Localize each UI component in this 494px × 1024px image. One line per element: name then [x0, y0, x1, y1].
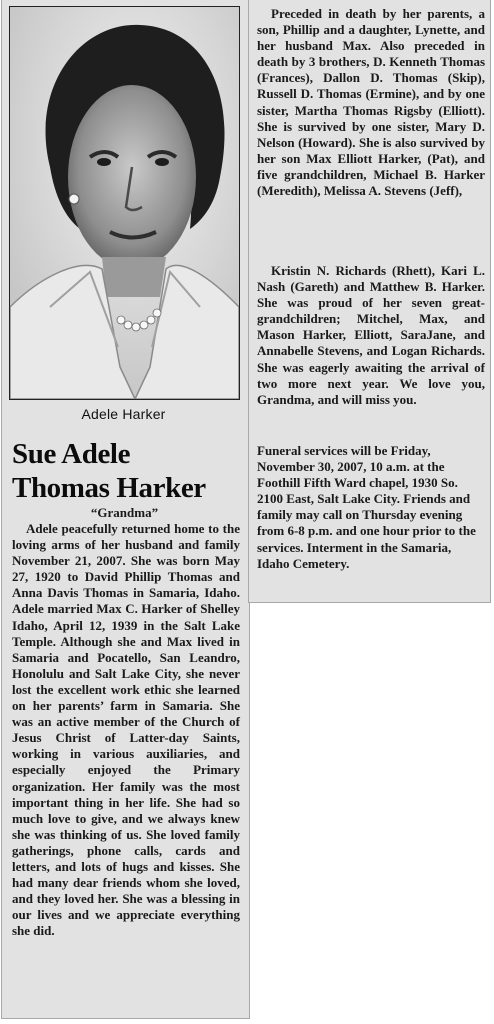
photo-caption: Adele Harker — [81, 406, 166, 422]
funeral-details: Funeral services will be Friday, November 30, 2007, 10 a.m. at the Foothill Fifth Ward chapel, 1930 So. 2100 East, Salt Lake City. Friends and family may call on Thursday evening from 6-8 p.m. and one hour prior to the services. Interment in the Samaria, Idaho Cemetery. — [257, 443, 476, 571]
portrait-photo — [9, 6, 240, 400]
obituary-paragraph-2: Preceded in death by her parents, a son, Phillip and a daughter, Lynette, and her husband Max. Also preceded in death by 3 brothers, D. Kenneth Thomas (Frances), Dallon D. Thomas (Skip), Russell D. Thomas (Ermine), and by one sister, Martha Thomas Rigsby (Elliott). She is survived by one sister, Mary D. Nelson (Howard). She is also survived by her son Max Elliott Harker, (Pat), and five grandchildren, Michael B. Harker (Meredith), Melissa A. Stevens (Jeff), — [257, 6, 485, 199]
obituary-headline — [12, 437, 244, 505]
headline-line-2: Thomas Harker — [12, 472, 206, 504]
obituary-paragraph-1: Adele peacefully returned home to the loving arms of her husband and family November 21, 2007. She was born May 27, 1920 to David Phillip Thomas and Anna Davis Thomas in Samaria, Idaho. Adele married Max C. Harker of Shelley Idaho, April 12, 1939 in the Salt Lake Temple. Although she and Max lived in Samaria and Pocatello, San Leandro, Honolulu and Salt Lake City, she never lost the excellent work ethic she learned on her parents’ farm in Samaria. She was an active member of the Church of Jesus Christ of Latter-day Saints, working in various auxiliaries, and especially enjoyed the Primary organization. Her family was the most important thing in her life. She had so much love to give, and we always knew she was thinking of us. She loved family gatherings, phone calls, cards and letters, and lots of hugs and kisses. She had many dear friends whom she loved, and they loved her. She was a blessing in our lives and we appreciate everything she did. — [12, 521, 240, 939]
portrait-image — [10, 7, 239, 399]
headline-line-1: Sue Adele — [12, 438, 131, 470]
nickname: “Grandma” — [90, 505, 159, 520]
obituary-paragraph-3: Kristin N. Richards (Rhett), Kari L. Nash (Gareth) and Matthew B. Harker. She was proud of her seven great-grandchildren; Mitchel, Max, and Mason Harker, Elliott, SaraJane, and Annabelle Stevens, and Logan Richards. She was eagerly awaiting the arrival of two more next year. We love you, Grandma, and will miss you. — [257, 263, 485, 407]
